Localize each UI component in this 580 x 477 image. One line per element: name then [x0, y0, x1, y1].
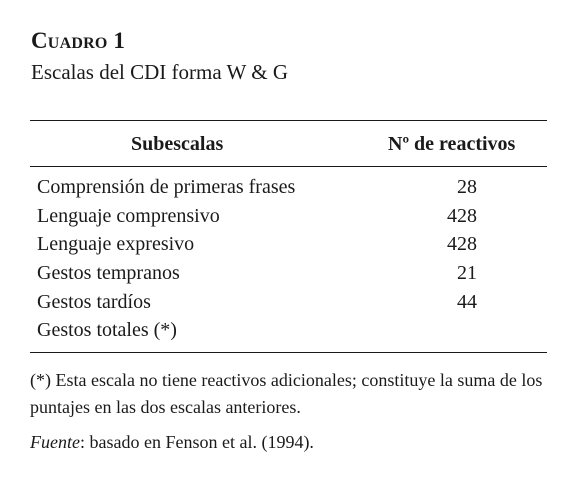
table-row	[37, 262, 477, 290]
row-item-count: 428	[447, 233, 477, 255]
row-subscale-name: Comprensión de primeras frases	[37, 176, 296, 198]
table-row	[37, 319, 477, 347]
table-caption-title: Escalas del CDI forma W & G	[31, 60, 288, 84]
source-label: Fuente	[30, 432, 80, 452]
row-item-count: 21	[457, 262, 477, 284]
row-item-count: 44	[457, 291, 477, 313]
table-row	[37, 233, 477, 261]
row-subscale-name: Gestos totales (*)	[37, 319, 177, 341]
row-subscale-name: Lenguaje expresivo	[37, 233, 195, 255]
table-footnote: (*) Esta escala no tiene reactivos adicionales; constituye la suma de los puntajes en las dos escalas anteriores.	[30, 370, 543, 417]
table-caption-label: Cuadro 1	[31, 28, 126, 53]
table-source	[30, 432, 314, 453]
row-subscale-name: Lenguaje comprensivo	[37, 205, 220, 227]
row-subscale-name: Gestos tardíos	[37, 291, 151, 313]
source-text: : basado en Fenson et al. (1994).	[79, 432, 314, 452]
column-header-subescalas: Subescalas	[131, 133, 224, 155]
table-row	[37, 205, 477, 233]
column-header-reactivos: Nº de reactivos	[388, 133, 516, 155]
table-top-rule	[30, 120, 547, 121]
table-row	[37, 291, 477, 319]
table-header-rule	[30, 166, 547, 167]
row-item-count: 428	[447, 205, 477, 227]
table-bottom-rule	[30, 352, 547, 353]
table-row	[37, 176, 477, 204]
row-item-count: 28	[457, 176, 477, 198]
row-subscale-name: Gestos tempranos	[37, 262, 180, 284]
